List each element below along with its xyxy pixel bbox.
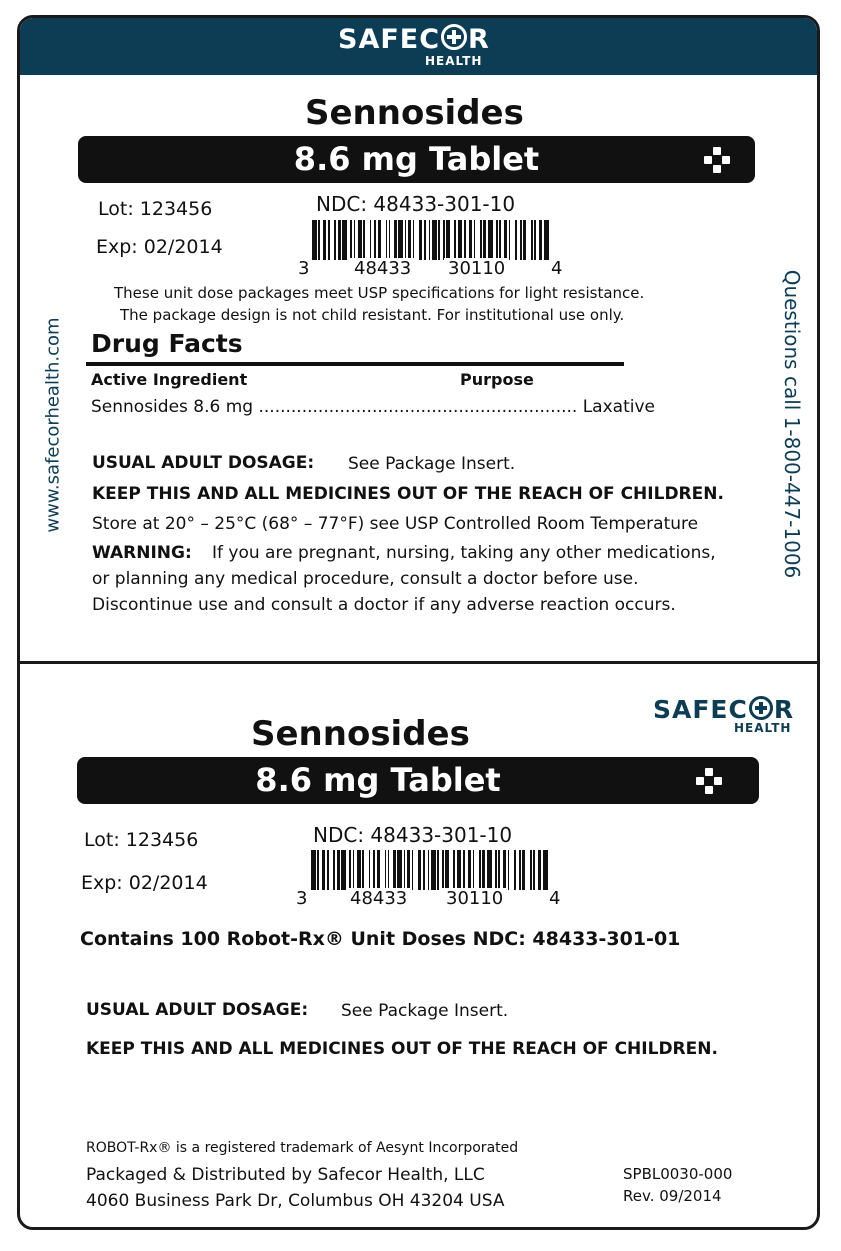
brand-name-end: R xyxy=(468,24,490,55)
storage-text: Store at 20° – 25°C (68° – 77°F) see USP Controlled Room Temperature xyxy=(92,514,699,534)
barcode-bar xyxy=(539,220,542,260)
barcode-bar xyxy=(350,220,352,260)
top-barcode-group1: 48433 xyxy=(350,258,415,279)
barcode-bar xyxy=(363,220,365,260)
barcode-bar xyxy=(488,220,493,260)
top-exp: Exp: 02/2014 xyxy=(96,236,223,258)
trademark-note: ROBOT-Rx® is a registered trademark of Aesynt Incorporated xyxy=(86,1140,519,1156)
barcode-bar xyxy=(327,850,329,890)
barcode-bar xyxy=(483,220,486,260)
barcode-bar xyxy=(515,220,517,260)
barcode-bar xyxy=(514,850,516,890)
barcode-bar xyxy=(318,220,320,260)
barcode-bar xyxy=(482,850,485,890)
barcode-bar xyxy=(386,220,388,260)
bottom-brand-name-end: R xyxy=(773,695,795,724)
barcode-bar xyxy=(432,220,437,260)
phone-vertical-text: Questions call 1-800-447-1006 xyxy=(780,269,804,579)
barcode-bar xyxy=(458,220,463,260)
bottom-brand-cross-icon xyxy=(749,696,773,720)
barcode-bar xyxy=(530,850,532,890)
barcode-bar xyxy=(438,220,440,260)
barcode-bar xyxy=(393,850,396,890)
barcode-bar xyxy=(378,220,381,260)
barcode-bar xyxy=(370,220,372,260)
barcode-bar xyxy=(496,220,498,260)
barcode-bar xyxy=(454,220,456,260)
bottom-barcode-first: 3 xyxy=(296,888,308,909)
bottom-ndc: NDC: 48433-301-10 xyxy=(313,823,513,847)
barcode-bar xyxy=(353,850,355,890)
barcode-bar xyxy=(442,850,444,890)
barcode-bar xyxy=(424,220,426,260)
barcode-bar xyxy=(480,220,482,260)
barcode-bar xyxy=(323,220,326,260)
brand-banner xyxy=(20,18,817,75)
barcode-bar xyxy=(464,220,466,260)
barcode-bar xyxy=(523,220,526,260)
barcode-bar xyxy=(388,850,390,890)
barcode-bar xyxy=(473,850,475,890)
top-barcode-first: 3 xyxy=(298,258,310,279)
bottom-barcode-group2: 30110 xyxy=(442,888,507,909)
barcode-bar xyxy=(385,850,387,890)
barcode-bar xyxy=(423,850,425,890)
brand-name: SAFEC xyxy=(338,24,441,55)
section-divider xyxy=(17,661,820,664)
top-ndc: NDC: 48433-301-10 xyxy=(316,192,516,216)
barcode-bar xyxy=(544,220,549,260)
top-dosage-value: See Package Insert. xyxy=(348,454,516,474)
top-strength-bar xyxy=(78,136,755,183)
barcode-bar xyxy=(509,220,511,260)
bottom-strength-text: 8.6 mg Tablet xyxy=(255,761,501,799)
distributor-line: Packaged & Distributed by Safecor Health, LLC xyxy=(86,1165,485,1185)
barcode-bar xyxy=(397,850,402,890)
ingredient-row: Sennosides 8.6 mg ........................................................... Laxative xyxy=(91,397,655,417)
barcode-bar xyxy=(408,220,411,260)
barcode-bar xyxy=(317,850,319,890)
cross-plus-icon-bottom xyxy=(695,767,723,795)
barcode-bar xyxy=(362,850,364,890)
warning-line-1: If you are pregnant, nursing, taking any other medications, xyxy=(212,543,716,563)
bottom-barcode-last: 4 xyxy=(549,888,561,909)
barcode-bar xyxy=(413,220,415,260)
barcode-bar xyxy=(334,220,336,260)
barcode-bar xyxy=(474,220,476,260)
barcode-bar xyxy=(469,220,472,260)
barcode-bar xyxy=(538,850,541,890)
website-vertical-text: www.safecorhealth.com xyxy=(42,317,64,533)
barcode-bar xyxy=(534,220,536,260)
revision: Rev. 09/2014 xyxy=(623,1187,722,1205)
barcode-bar xyxy=(453,850,455,890)
top-dosage-label: USUAL ADULT DOSAGE: xyxy=(92,453,315,473)
top-barcode-group2: 30110 xyxy=(444,258,509,279)
barcode-bar xyxy=(428,850,430,890)
barcode-bar xyxy=(394,220,397,260)
barcode-bar xyxy=(312,220,317,260)
barcode-bar xyxy=(520,220,522,260)
barcode-bar xyxy=(418,850,421,890)
barcode-bar xyxy=(457,850,462,890)
barcode-bar xyxy=(342,220,347,260)
usp-line-1: These unit dose packages meet USP specifications for light resistance. xyxy=(114,284,645,302)
barcode-bar xyxy=(503,850,506,890)
drug-facts-rule xyxy=(86,362,624,366)
barcode-bar xyxy=(369,850,371,890)
barcode-bar xyxy=(543,850,548,890)
barcode-bar xyxy=(311,850,316,890)
brand-logo xyxy=(338,22,490,55)
barcode-bar xyxy=(463,850,465,890)
top-keep-away: KEEP THIS AND ALL MEDICINES OUT OF THE REACH OF CHILDREN. xyxy=(92,484,724,504)
usp-line-2: The package design is not child resistant. For institutional use only. xyxy=(120,306,625,324)
barcode-bar xyxy=(322,850,325,890)
barcode-bar xyxy=(479,850,481,890)
barcode-bar xyxy=(412,850,414,890)
bottom-brand-logo xyxy=(653,694,794,724)
bottom-strength-bar xyxy=(77,757,759,804)
bottom-brand-sub: HEALTH xyxy=(734,721,792,735)
barcode-bar xyxy=(338,220,341,260)
barcode-bar xyxy=(498,850,500,890)
warning-label: WARNING: xyxy=(92,543,192,563)
barcode-bar xyxy=(357,850,360,890)
bottom-dosage-label: USUAL ADULT DOSAGE: xyxy=(86,1000,309,1020)
cross-plus-icon xyxy=(703,146,731,174)
top-title: Sennosides xyxy=(305,93,524,133)
barcode-bar xyxy=(349,850,351,890)
barcode-bar xyxy=(499,220,501,260)
top-barcode-last: 4 xyxy=(551,258,563,279)
top-lot: Lot: 123456 xyxy=(98,198,213,220)
barcode-bar xyxy=(373,850,375,890)
barcode-bar xyxy=(429,220,431,260)
barcode-bar xyxy=(333,850,335,890)
bottom-title: Sennosides xyxy=(251,714,470,754)
bottom-keep-away: KEEP THIS AND ALL MEDICINES OUT OF THE REACH OF CHILDREN. xyxy=(86,1039,718,1059)
top-strength-text: 8.6 mg Tablet xyxy=(293,140,540,178)
barcode-bar xyxy=(374,220,376,260)
purpose-header: Purpose xyxy=(460,370,534,389)
barcode-bar xyxy=(443,220,445,260)
barcode-bar xyxy=(445,850,448,890)
barcode-bar xyxy=(508,850,510,890)
barcode-bar xyxy=(522,850,525,890)
barcode-bar xyxy=(405,220,407,260)
address-line: 4060 Business Park Dr, Columbus OH 43204 USA xyxy=(86,1191,505,1211)
label-code: SPBL0030-000 xyxy=(623,1165,733,1183)
barcode-bar xyxy=(519,850,521,890)
bottom-brand-name: SAFEC xyxy=(653,695,748,724)
top-barcode xyxy=(312,220,548,260)
warning-line-3: Discontinue use and consult a doctor if any adverse reaction occurs. xyxy=(92,595,676,615)
barcode-bar xyxy=(398,220,403,260)
barcode-bar xyxy=(531,220,533,260)
barcode-bar xyxy=(419,220,422,260)
barcode-bar xyxy=(431,850,436,890)
bottom-exp: Exp: 02/2014 xyxy=(81,872,208,894)
contains-line: Contains 100 Robot-Rx® Unit Doses NDC: 48433-301-01 xyxy=(80,928,681,950)
bottom-barcode xyxy=(311,850,547,890)
drug-facts-heading: Drug Facts xyxy=(91,329,243,358)
bottom-dosage-value: See Package Insert. xyxy=(341,1001,509,1021)
brand-cross-icon xyxy=(441,24,467,50)
active-ingredient-header: Active Ingredient xyxy=(91,370,248,389)
barcode-bar xyxy=(341,850,346,890)
barcode-bar xyxy=(328,220,330,260)
barcode-bar xyxy=(358,220,361,260)
brand-sub: HEALTH xyxy=(425,54,483,68)
barcode-bar xyxy=(404,850,406,890)
bottom-lot: Lot: 123456 xyxy=(84,829,199,851)
barcode-bar xyxy=(468,850,471,890)
barcode-bar xyxy=(377,850,380,890)
barcode-bar xyxy=(389,220,391,260)
barcode-bar xyxy=(533,850,535,890)
barcode-bar xyxy=(437,850,439,890)
barcode-bar xyxy=(495,850,497,890)
barcode-bar xyxy=(446,220,449,260)
barcode-bar xyxy=(407,850,410,890)
bottom-barcode-group1: 48433 xyxy=(346,888,411,909)
barcode-bar xyxy=(487,850,492,890)
barcode-bar xyxy=(337,850,340,890)
barcode-bar xyxy=(354,220,356,260)
warning-line-2: or planning any medical procedure, consult a doctor before use. xyxy=(92,569,639,589)
barcode-bar xyxy=(504,220,507,260)
